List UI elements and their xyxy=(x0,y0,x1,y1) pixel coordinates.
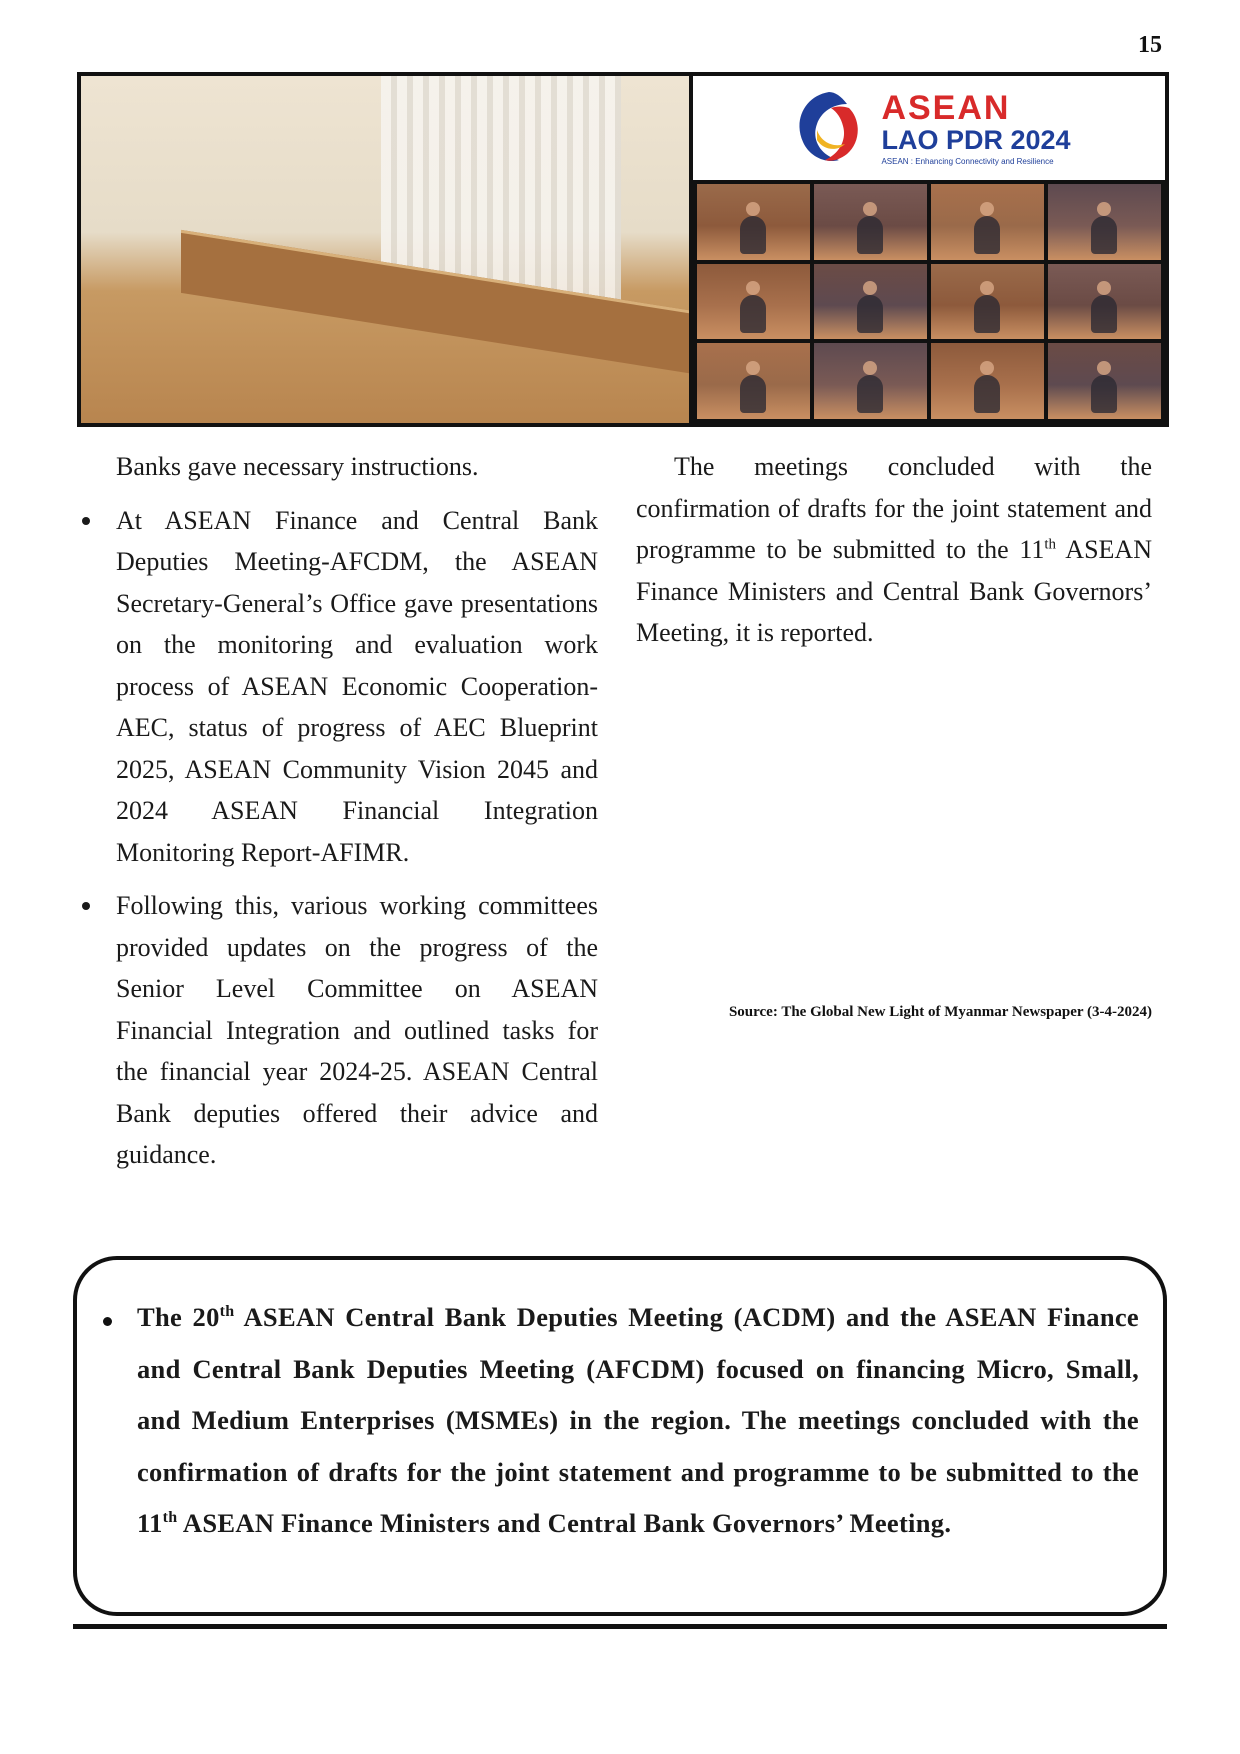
video-tile xyxy=(814,184,927,260)
summary-text xyxy=(137,1292,1139,1550)
summary-box xyxy=(73,1256,1167,1616)
ordinal-suffix: th xyxy=(1044,536,1057,553)
video-tile xyxy=(931,184,1044,260)
summary-part2: ASEAN Central Bank Deputies Meeting (ACDM) and the ASEAN Finance and Central Bank Deputies Meeting (AFCDM) focused on financing Micro, Small, and Medium Enterprises (MSMEs) in the region. The meetings concluded with the confirmation of drafts for the joint statement and programme to be submitted to the 11 xyxy=(137,1302,1139,1538)
video-tile xyxy=(697,184,810,260)
participant-figure xyxy=(740,216,766,254)
participant-figure xyxy=(1091,295,1117,333)
video-grid xyxy=(693,180,1165,423)
video-conference-photo xyxy=(693,76,1165,423)
conclusion-text-b: ASEAN Finance Ministers and Central Bank Governors’ Meeting, it is reported. xyxy=(636,535,1152,647)
summary-part1: The 20 xyxy=(137,1302,220,1332)
bullet-item-committees xyxy=(78,885,598,1176)
video-tile xyxy=(814,264,927,340)
bullet-dot-icon xyxy=(103,1317,112,1326)
participant-figure xyxy=(974,295,1000,333)
page-number: 15 xyxy=(1138,32,1162,58)
source-credit: Source: The Global New Light of Myanmar Newspaper (3-4-2024) xyxy=(728,1004,1152,1020)
logo-tagline: ASEAN : Enhancing Connectivity and Resilience xyxy=(881,156,1054,166)
participant-figure xyxy=(740,295,766,333)
participant-figure xyxy=(1091,375,1117,413)
video-tile xyxy=(697,264,810,340)
participant-figure xyxy=(1091,216,1117,254)
participant-figure xyxy=(740,375,766,413)
continuation-paragraph: Banks gave necessary instructions. xyxy=(116,452,479,481)
video-tile xyxy=(1048,264,1161,340)
bullet-dot-icon xyxy=(82,517,90,525)
ordinal-suffix: th xyxy=(162,1509,178,1527)
conclusion-text-a: The meetings concluded with the confirmation of drafts for the joint statement and programme to be submitted to the 11 xyxy=(636,452,1152,564)
asean-logo xyxy=(693,76,1165,180)
right-column xyxy=(636,446,1152,654)
bullet-text: Following this, various working committees provided updates on the progress of the Senior Level Committee on ASEAN Financial Integration and outlined tasks for the financial year 2024-25. ASEAN Central Bank deputies offered their advice and guidance. xyxy=(116,891,598,1169)
participant-figure xyxy=(974,216,1000,254)
left-column xyxy=(78,446,598,1176)
asean-swirl-icon xyxy=(787,86,871,170)
participant-figure xyxy=(857,295,883,333)
bottom-rule xyxy=(73,1624,1167,1629)
bullet-item-afcdm xyxy=(78,500,598,874)
bullet-dot-icon xyxy=(82,902,90,910)
logo-lao-pdr-text: LAO PDR 2024 xyxy=(881,124,1071,155)
photo-band xyxy=(77,72,1169,427)
video-tile xyxy=(697,343,810,419)
bullet-text: At ASEAN Finance and Central Bank Deputies Meeting-AFCDM, the ASEAN Secretary-General’s Office gave presentations on the monitoring and evaluation work process of ASEAN Economic Cooperation-AEC, status of progress of AEC Blueprint 2025, ASEAN Community Vision 2045 and 2024 ASEAN Financial Integration Monitoring Report-AFIMR. xyxy=(116,505,598,867)
ordinal-suffix: th xyxy=(219,1303,235,1321)
video-tile xyxy=(1048,343,1161,419)
meeting-room-photo xyxy=(81,76,689,423)
video-tile xyxy=(931,264,1044,340)
summary-part3: ASEAN Finance Ministers and Central Bank Governors’ Meeting. xyxy=(177,1508,952,1538)
participant-figure xyxy=(974,375,1000,413)
logo-asean-text: ASEAN xyxy=(881,88,1011,127)
video-tile xyxy=(814,343,927,419)
participant-figure xyxy=(857,375,883,413)
conclusion-paragraph xyxy=(636,446,1152,654)
video-tile xyxy=(1048,184,1161,260)
participant-figure xyxy=(857,216,883,254)
video-tile xyxy=(931,343,1044,419)
